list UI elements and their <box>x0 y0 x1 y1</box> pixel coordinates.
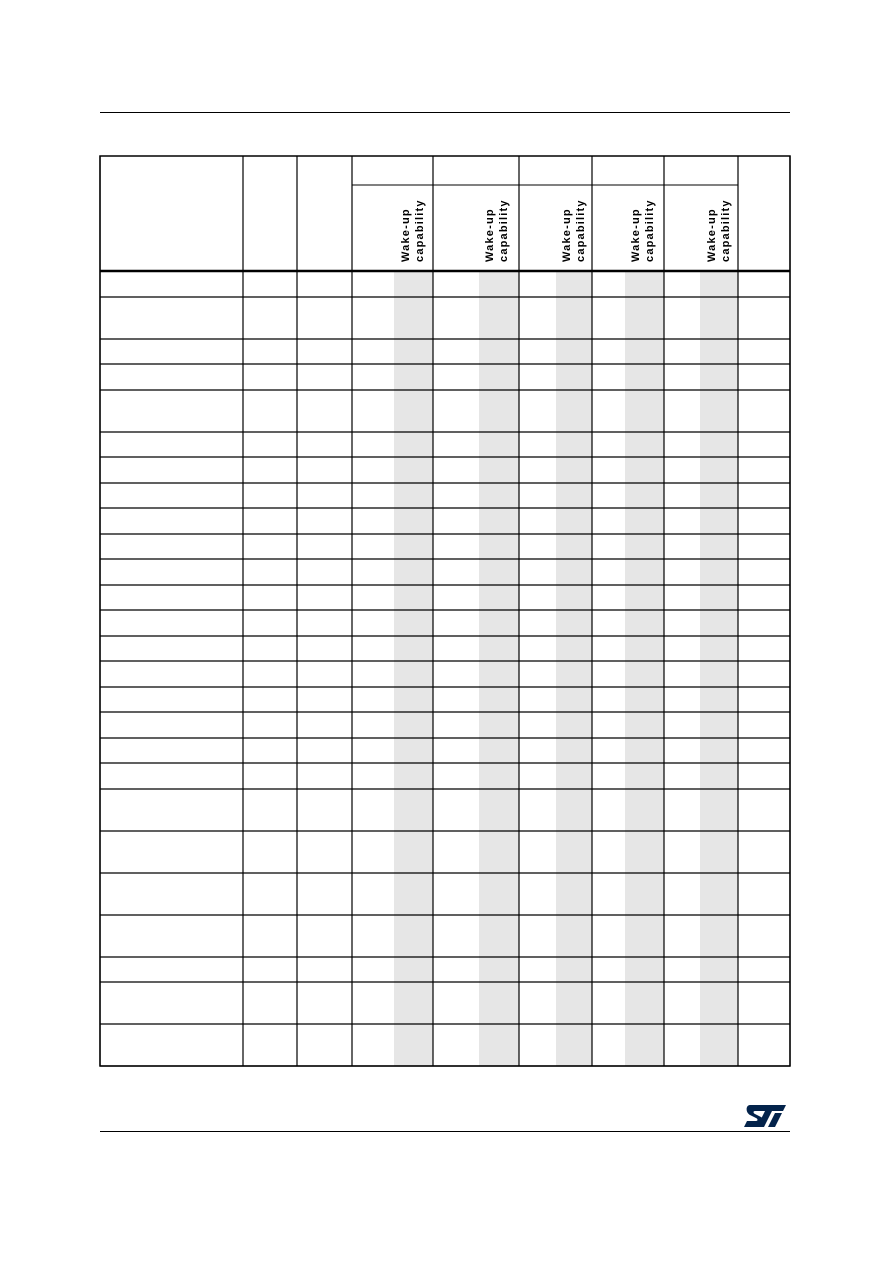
wakeup-header-text: capability <box>414 199 426 262</box>
wakeup-header-text: Wake-up <box>706 208 718 262</box>
wakeup-header-3 <box>561 199 587 262</box>
wakeup-header-text: capability <box>720 199 732 262</box>
wakeup-header-text: Wake-up <box>400 208 412 262</box>
wakeup-header-2 <box>484 199 510 262</box>
st-logo-icon <box>742 1103 788 1129</box>
table-frame <box>100 156 790 1066</box>
wakeup-header-text: capability <box>644 199 656 262</box>
wakeup-header-5 <box>706 199 732 262</box>
wakeup-header-text: Wake-up <box>630 208 642 262</box>
wakeup-header-text: capability <box>575 199 587 262</box>
wakeup-header-4 <box>630 199 656 262</box>
wakeup-header-text: Wake-up <box>561 208 573 262</box>
wakeup-header-1 <box>400 199 426 262</box>
wakeup-header-text: Wake-up <box>484 208 496 262</box>
wakeup-header-text: capability <box>498 199 510 262</box>
